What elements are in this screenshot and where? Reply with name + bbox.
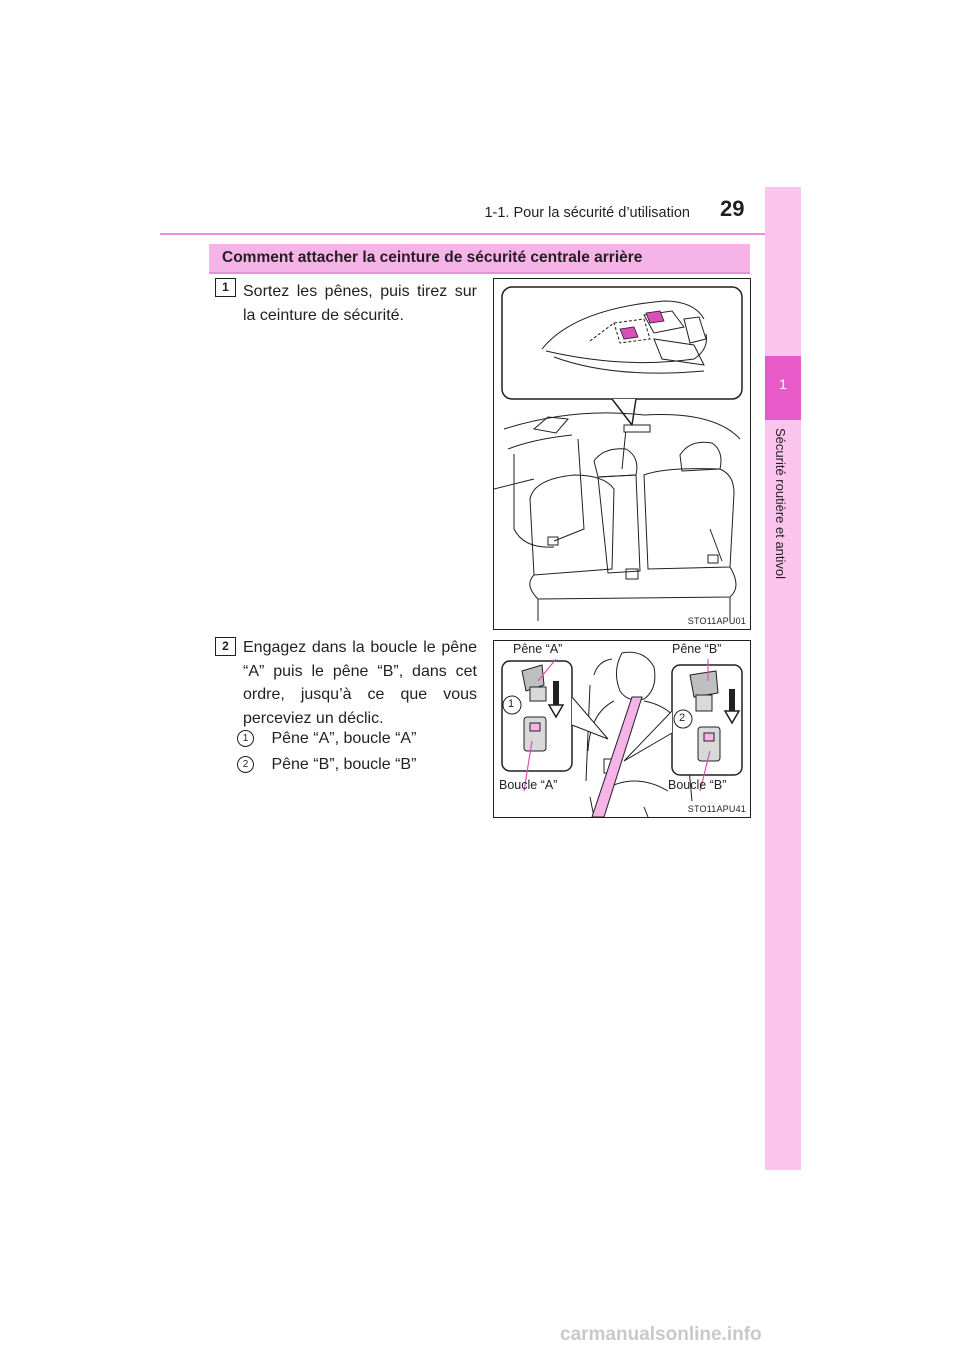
sub-item-1-text: Pêne “A”, boucle “A” <box>271 730 417 747</box>
step-1-badge: 1 <box>215 278 236 297</box>
label-boucle-b: Boucle “B” <box>668 778 727 792</box>
header-section-title: 1-1. Pour la sécurité d’utilisation <box>484 205 690 221</box>
label-pene-a: Pêne “A” <box>513 642 563 656</box>
figure-buckle-engagement <box>493 640 751 818</box>
step-1-text: Sortez les pênes, puis tirez sur la ceinture de sécurité. <box>243 283 477 324</box>
chapter-title: Sécurité routière et antivol <box>773 428 788 580</box>
sub-item-2 <box>237 756 416 774</box>
sub-item-1 <box>237 730 416 748</box>
figure-rear-seat <box>493 278 751 630</box>
figure-2-code: STO11APU41 <box>687 804 746 814</box>
step-2-text: Engagez dans la boucle le pêne “A” puis le pêne “B”, dans cet ordre, jusqu’à ce que vous perceviez un déclic. <box>243 639 477 727</box>
label-pene-b: Pêne “B” <box>672 642 722 656</box>
marker-1: 1 <box>508 698 515 710</box>
section-underline <box>209 272 750 274</box>
chapter-title-wrap <box>765 428 801 618</box>
section-title: Comment attacher la ceinture de sécurité centrale arrière <box>222 249 643 266</box>
sub-item-2-text: Pêne “B”, boucle “B” <box>271 756 417 773</box>
label-boucle-a: Boucle “A” <box>499 778 558 792</box>
chapter-number: 1 <box>779 376 787 392</box>
figure-1-code: STO11APU01 <box>687 616 746 626</box>
page-number: 29 <box>720 196 745 221</box>
header-rule <box>160 233 800 235</box>
side-tab <box>765 187 801 1170</box>
watermark: carmanualsonline.info <box>560 1324 762 1345</box>
step-2-badge: 2 <box>215 637 236 656</box>
sub-item-2-marker: 2 <box>237 756 254 773</box>
rear-seat-illustration <box>494 279 750 629</box>
marker-2: 2 <box>679 712 686 724</box>
sub-item-1-marker: 1 <box>237 730 254 747</box>
